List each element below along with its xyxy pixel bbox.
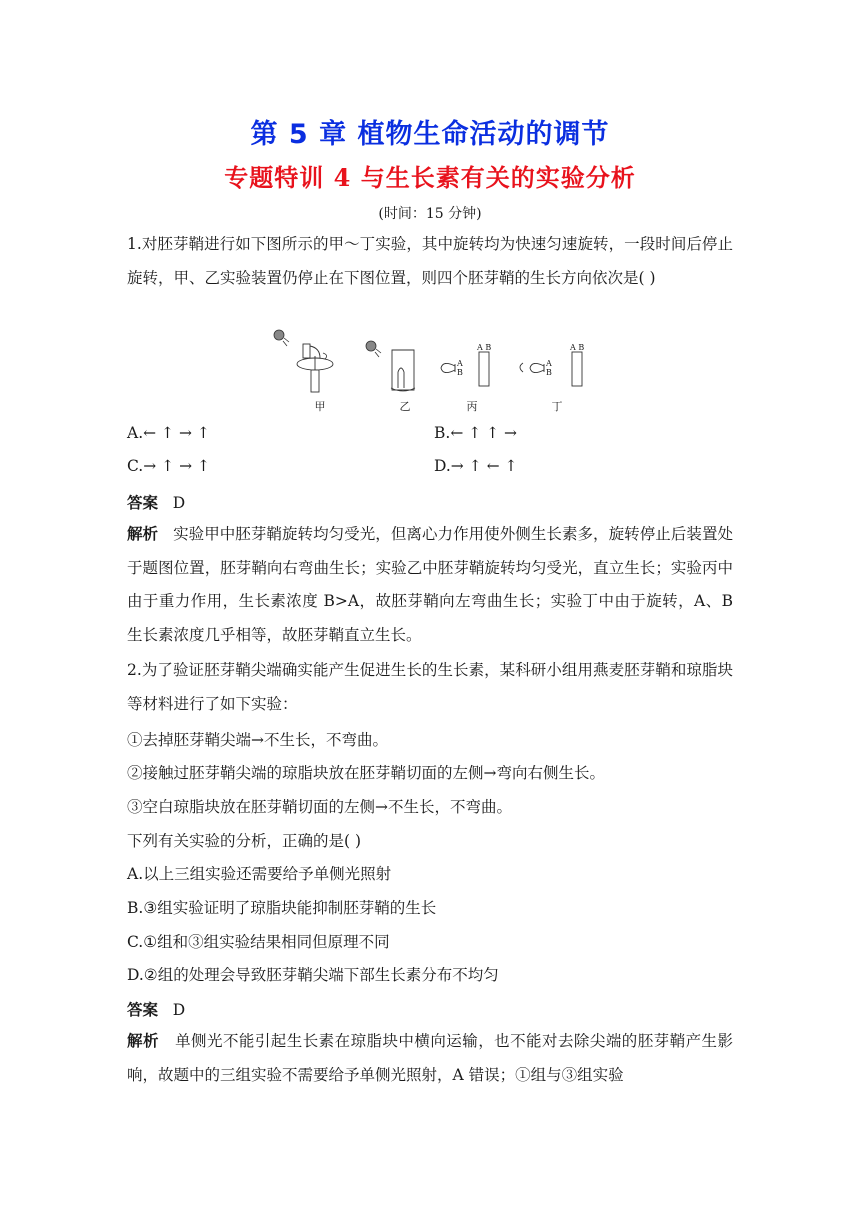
q1-figure: [265, 326, 595, 414]
q1-stem: 1.对胚芽鞘进行如下图所示的甲～丁实验，其中旋转均为快速匀速旋转，一段时间后停止旋转，甲、乙实验装置仍停止在下图位置，则四个胚芽鞘的生长方向依次是( ): [127, 235, 733, 287]
chapter-title: 第 5 章 植物生命活动的调节: [250, 119, 610, 150]
label-yi: 乙: [399, 400, 411, 413]
q1-answer: [127, 491, 185, 513]
bing-letter-a: A: [457, 359, 463, 368]
q1-answer-value: D: [172, 494, 186, 512]
q2-analysis-text: 单侧光不能引起生长素在琼脂块中横向运输，也不能对去除尖端的胚芽鞘产生影响，故题中的三组实验不需要给予单侧光照射，A 错误；①组与③组实验: [127, 1032, 734, 1084]
q2-answer: [127, 998, 185, 1020]
q2-analysis-label: 解析: [127, 1032, 159, 1050]
label-jia: 甲: [314, 400, 326, 413]
q1-option-c: C.→ ↑ → ↑: [127, 457, 210, 475]
q1-option-b: B.← ↑ ↑ →: [434, 424, 518, 442]
ding-letters-ab: A B: [570, 343, 585, 352]
time-note: (时间：15 分钟): [378, 206, 482, 222]
q2-analysis: [127, 1025, 733, 1092]
figure-yi: [366, 341, 415, 391]
q1-analysis-text: 实验甲中胚芽鞘旋转均匀受光，但离心力作用使外侧生长素多，旋转停止后装置处于题图位置，胚芽鞘向右弯曲生长；实验乙中胚芽鞘旋转均匀受光，直立生长；实验丙中由于重力作用，生长素浓度 B>A，故胚芽鞘向左弯曲生长；实验丁中由于旋转，A、B 生长素浓度几乎相等，故胚芽鞘直立生长。: [127, 525, 733, 644]
label-bing: 丙: [466, 400, 478, 413]
bing-letter-b: B: [457, 368, 463, 377]
figure-bing: [441, 343, 491, 386]
q2-option-a: A.以上三组实验还需要给予单侧光照射: [127, 865, 392, 883]
q2-answer-label: 答案: [127, 1001, 159, 1019]
q2-item-1: ①去掉胚芽鞘尖端→不生长，不弯曲。: [127, 731, 388, 749]
bing-letters-ab: A B: [477, 343, 492, 352]
q2-item-3: ③空白琼脂块放在胚芽鞘切面的左侧→不生长，不弯曲。: [127, 798, 512, 816]
label-ding: 丁: [551, 400, 563, 413]
q1-analysis-label: 解析: [127, 525, 159, 543]
q2-option-c: C.①组和③组实验结果相同但原理不同: [127, 933, 390, 951]
q2-option-b: B.③组实验证明了琼脂块能抑制胚芽鞘的生长: [127, 899, 437, 917]
q1-answer-label: 答案: [127, 494, 159, 512]
q1-option-d: D.→ ↑ ← ↑: [434, 457, 518, 475]
figure-ding: [520, 343, 584, 386]
ding-letter-b: B: [546, 368, 552, 377]
q2-item-2: ②接触过胚芽鞘尖端的琼脂块放在胚芽鞘切面的左侧→弯向右侧生长。: [127, 764, 605, 782]
q1-analysis: [127, 518, 733, 652]
q2-stem: 2.为了验证胚芽鞘尖端确实能产生促进生长的生长素，某科研小组用燕麦胚芽鞘和琼脂块等材料进行了如下实验：: [127, 661, 733, 713]
q2-question: 下列有关实验的分析，正确的是( ): [127, 832, 362, 850]
q2-answer-value: D: [172, 1001, 186, 1019]
section-subtitle: 专题特训 4 与生长素有关的实验分析: [224, 163, 636, 192]
q1-option-a: A.← ↑ → ↑: [127, 424, 210, 442]
figure-jia: [274, 330, 333, 392]
q2-option-d: D.②组的处理会导致胚芽鞘尖端下部生长素分布不均匀: [127, 966, 499, 984]
ding-letter-a: A: [546, 359, 552, 368]
